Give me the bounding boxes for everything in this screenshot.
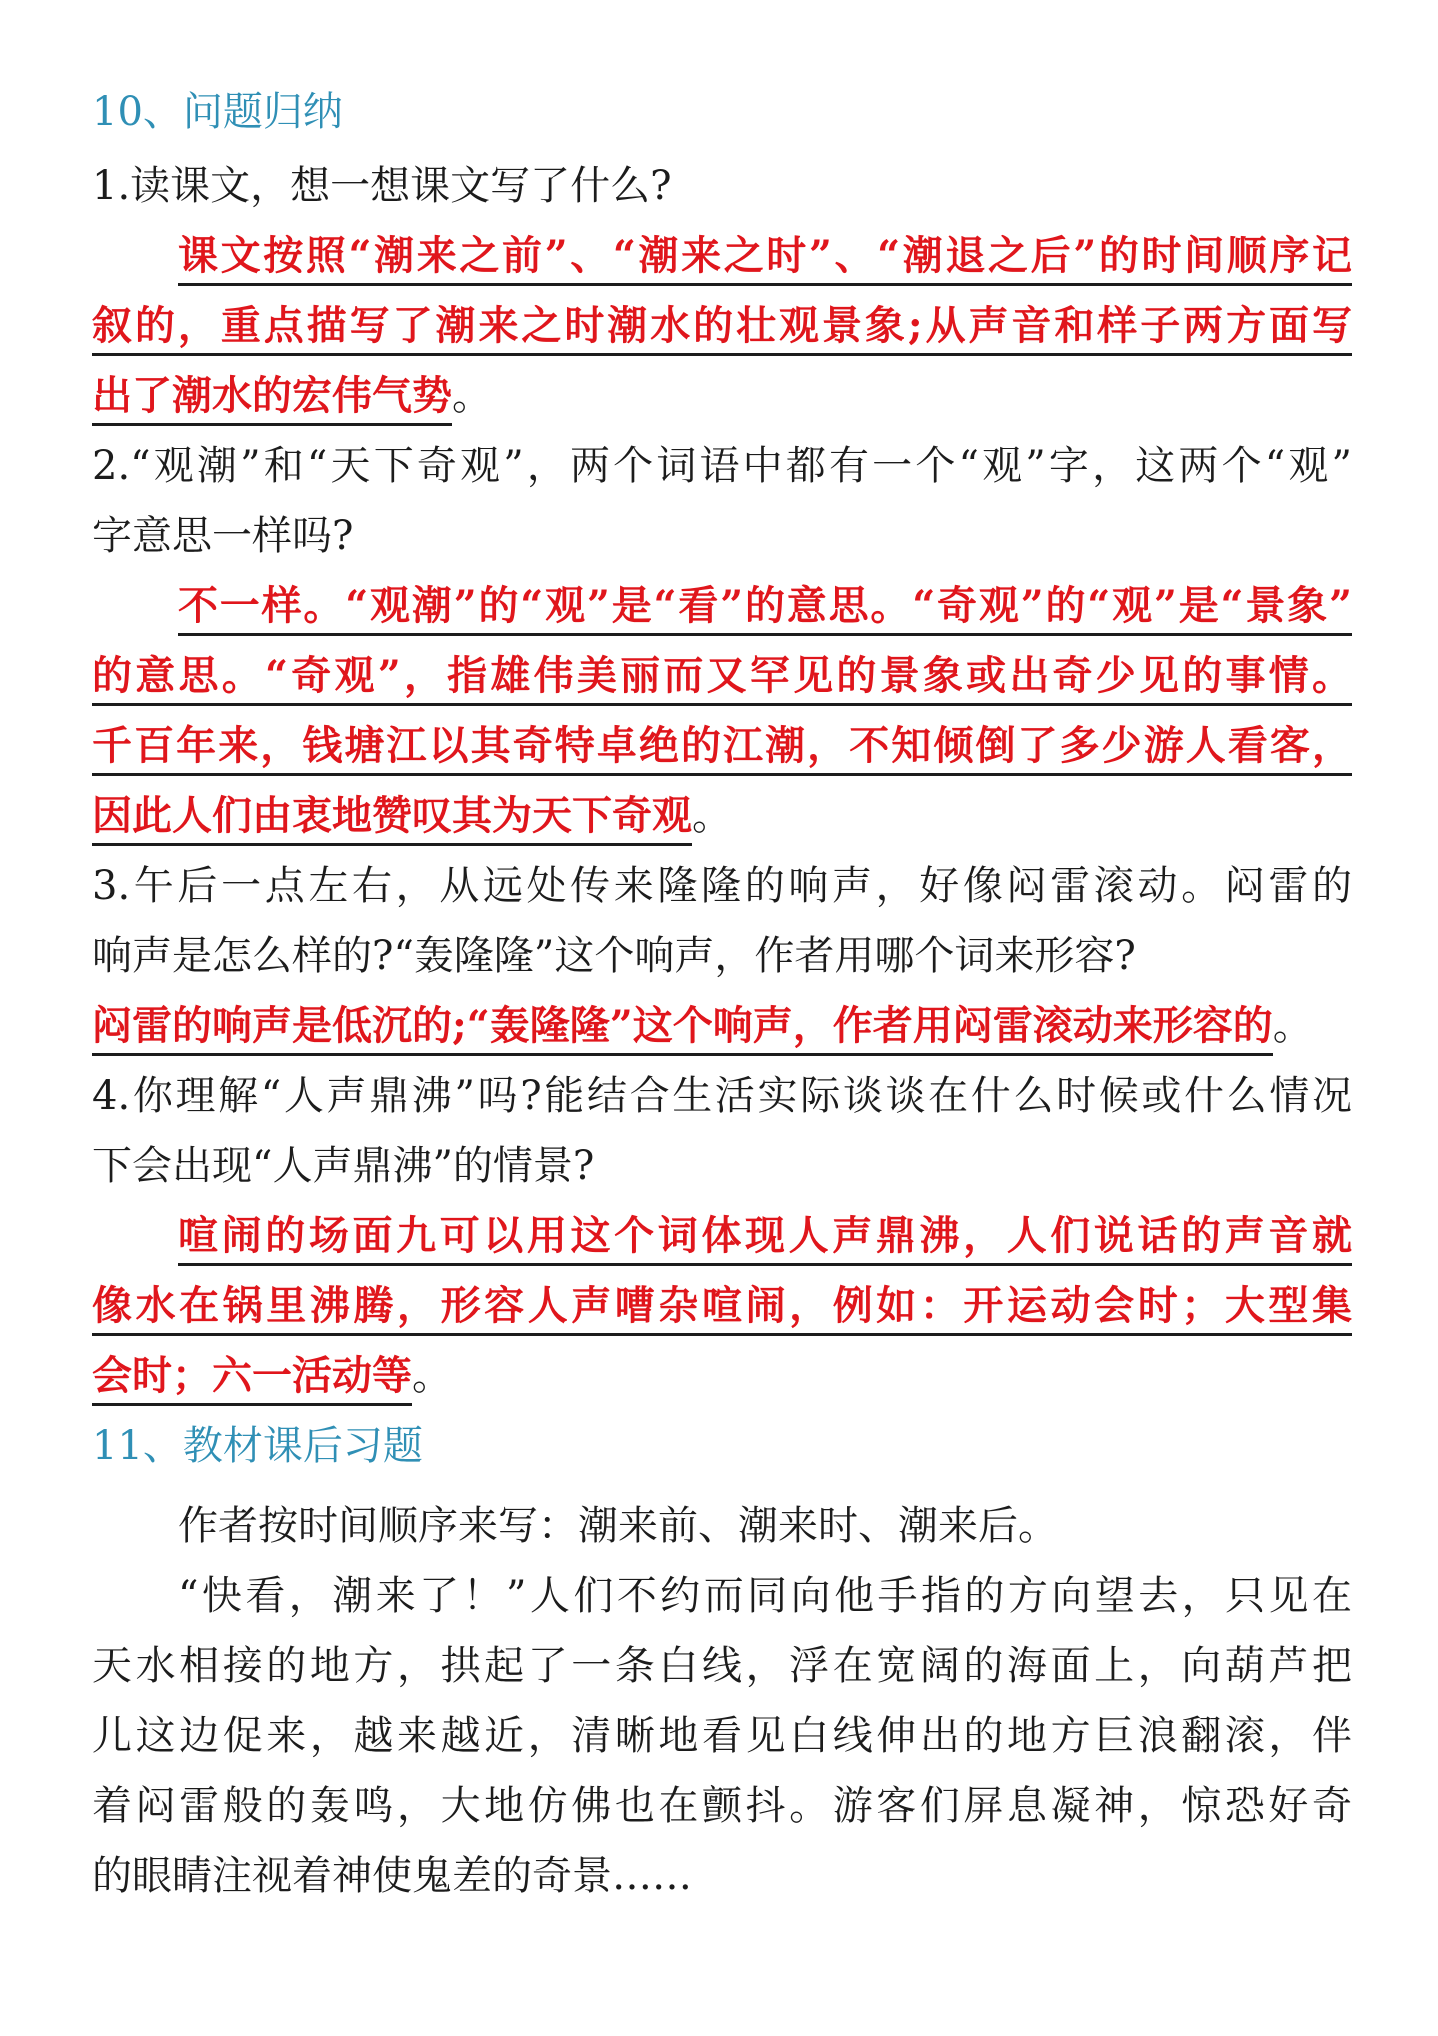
answer-2-line-2 <box>92 648 1352 704</box>
paragraph-2-line-1: “快看，潮来了！”人们不约而同向他手指的方向望去，只见在 <box>178 1573 1352 1619</box>
question-2-line-2: 字意思一样吗? <box>92 513 354 559</box>
paragraph-1: 作者按时间顺序来写：潮来前、潮来时、潮来后。 <box>178 1503 1058 1549</box>
answer-1-line-1 <box>178 228 1352 284</box>
answer-text: 会时；六一活动等 <box>92 1352 412 1406</box>
answer-4-line-1 <box>178 1208 1352 1264</box>
question-4-line-1: 4.你理解“人声鼎沸”吗?能结合生活实际谈谈在什么时候或什么情况 <box>92 1073 1352 1119</box>
paragraph-2-line-2: 天水相接的地方，拱起了一条白线，浮在宽阔的海面上，向葫芦把 <box>92 1643 1352 1689</box>
answer-tail: 。 <box>452 373 492 419</box>
answer-1-line-2 <box>92 298 1352 354</box>
answer-tail: 。 <box>692 793 732 839</box>
question-3-line-1: 3.午后一点左右，从远处传来隆隆的响声，好像闷雷滚动。闷雷的 <box>92 863 1352 909</box>
answer-text: 像水在锅里沸腾，形容人声嘈杂喧闹，例如：开运动会时；大型集 <box>92 1282 1352 1336</box>
paragraph-2-line-4: 着闷雷般的轰鸣，大地仿佛也在颤抖。游客们屏息凝神，惊恐好奇 <box>92 1783 1352 1829</box>
question-2-line-1: 2.“观潮”和“天下奇观”，两个词语中都有一个“观”字，这两个“观” <box>92 443 1352 489</box>
answer-2-line-4 <box>92 788 1352 844</box>
paragraph-2-line-5: 的眼睛注视着神使鬼差的奇景…… <box>92 1853 692 1899</box>
answer-1-line-3 <box>92 368 1352 424</box>
answer-text: 闷雷的响声是低沉的;“轰隆隆”这个响声，作者用闷雷滚动来形容的 <box>92 1002 1273 1056</box>
answer-text: 喧闹的场面九可以用这个词体现人声鼎沸，人们说话的声音就 <box>178 1212 1352 1266</box>
answer-4-line-2 <box>92 1278 1352 1334</box>
answer-text: 叙的，重点描写了潮来之时潮水的壮观景象;从声音和样子两方面写 <box>92 302 1352 356</box>
answer-3 <box>92 998 1352 1054</box>
section-10-heading: 10、问题归纳 <box>92 89 343 135</box>
answer-text: 课文按照“潮来之前”、“潮来之时”、“潮退之后”的时间顺序记 <box>178 232 1352 286</box>
question-3-line-2: 响声是怎么样的?“轰隆隆”这个响声，作者用哪个词来形容? <box>92 933 1136 979</box>
answer-tail: 。 <box>412 1353 452 1399</box>
answer-2-line-3 <box>92 718 1352 774</box>
answer-4-line-3 <box>92 1348 1352 1404</box>
paragraph-2-line-3: 儿这边促来，越来越近，清晰地看见白线伸出的地方巨浪翻滚，伴 <box>92 1713 1352 1759</box>
answer-text: 的意思。“奇观”，指雄伟美丽而又罕见的景象或出奇少见的事情。 <box>92 652 1352 706</box>
answer-text: 千百年来，钱塘江以其奇特卓绝的江潮，不知倾倒了多少游人看客， <box>92 722 1352 776</box>
question-1: 1.读课文，想一想课文写了什么? <box>92 163 672 209</box>
answer-tail: 。 <box>1272 1003 1313 1049</box>
section-11-heading: 11、教材课后习题 <box>92 1423 423 1469</box>
answer-text: 因此人们由衷地赞叹其为天下奇观 <box>92 792 692 846</box>
question-4-line-2: 下会出现“人声鼎沸”的情景? <box>92 1143 595 1189</box>
answer-text: 出了潮水的宏伟气势 <box>92 372 452 426</box>
answer-2-line-1 <box>178 578 1352 634</box>
answer-text: 不一样。“观潮”的“观”是“看”的意思。“奇观”的“观”是“景象” <box>178 582 1352 636</box>
